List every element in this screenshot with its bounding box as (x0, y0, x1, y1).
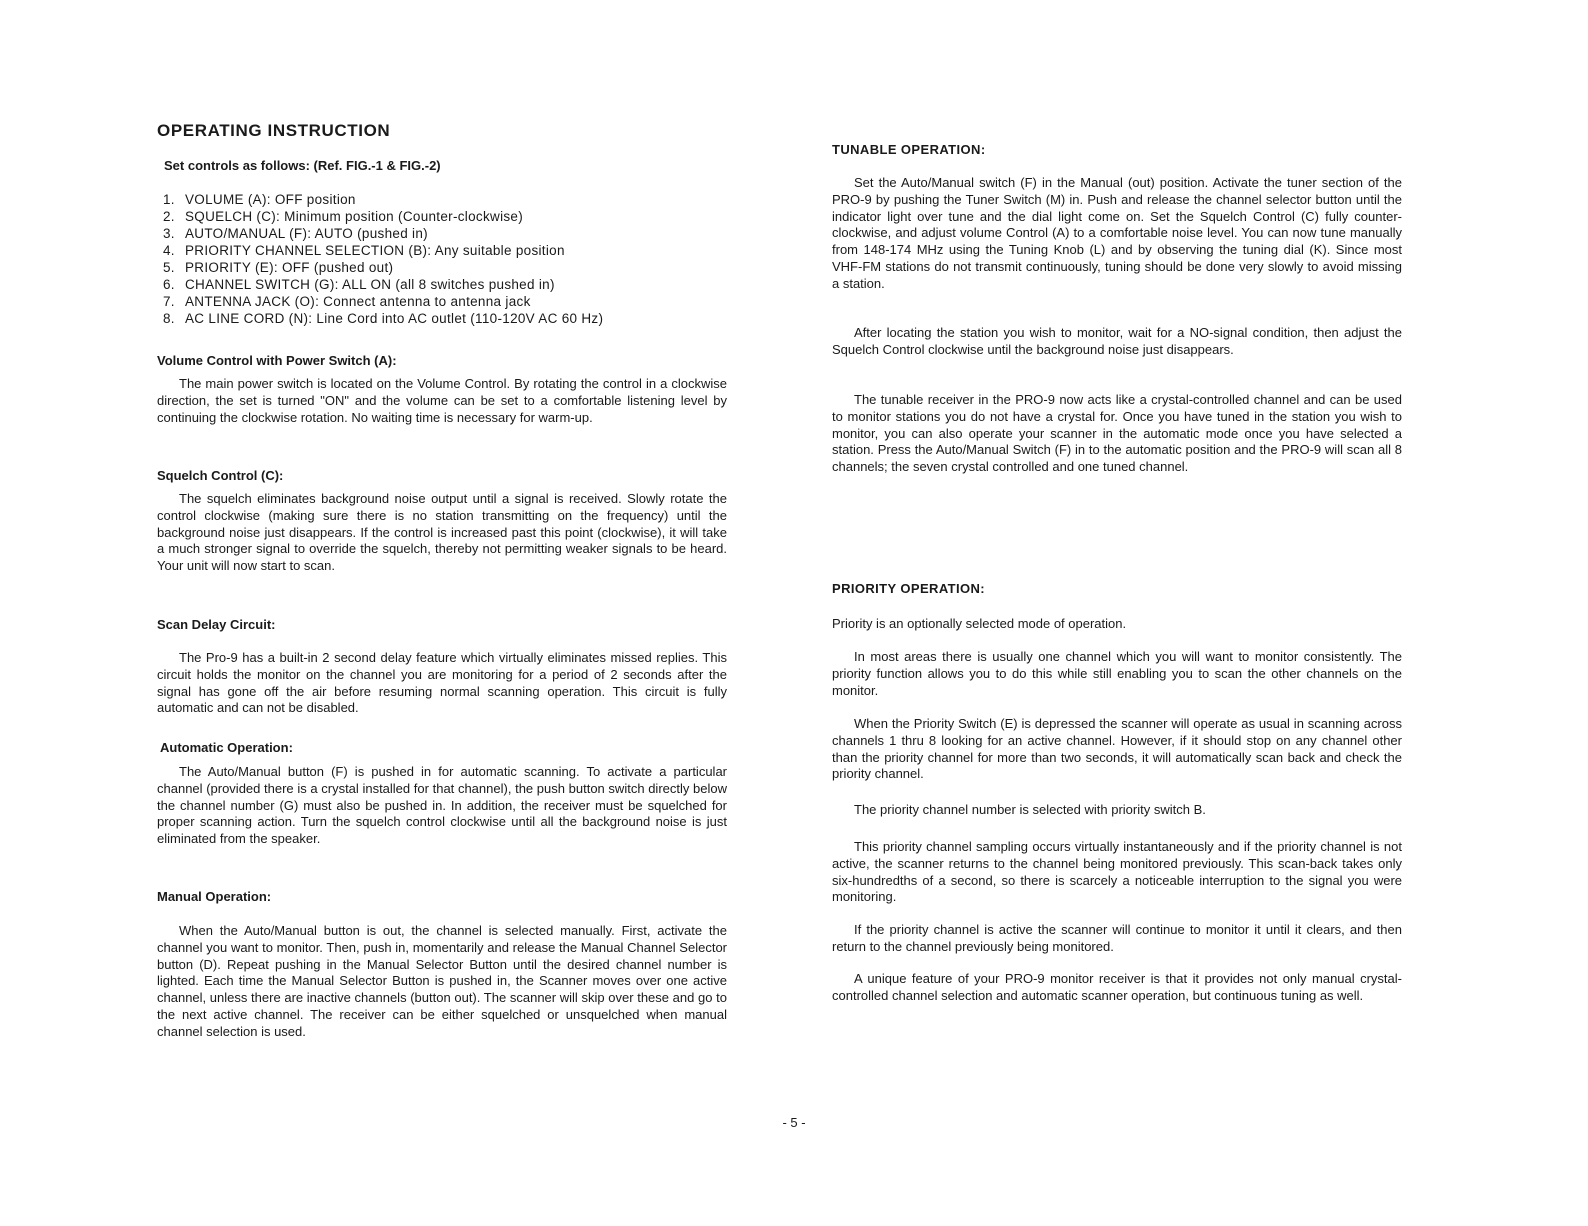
list-item (163, 276, 603, 293)
scan-delay-heading: Scan Delay Circuit: (157, 617, 276, 632)
page-number: - 5 - (782, 1115, 806, 1130)
manual-operation-heading: Manual Operation: (157, 889, 272, 904)
priority-paragraph-6: If the priority channel is active the scanner will continue to monitor it until it clears, and then return to the channel previously being monitored. (832, 922, 1402, 954)
automatic-operation-text: The Auto/Manual button (F) is pushed in for automatic scanning. To activate a particular channel (provided there is a crystal installed for that channel), the push button switch directly below the channel number (G) must also be pushed in. In addition, the receiver must be squelched for proper scanning action. Turn the squelch control clockwise until all the background noise is just eliminated from the speaker. (157, 764, 727, 847)
list-item (163, 191, 603, 208)
automatic-operation-heading: Automatic Operation: (160, 740, 293, 755)
list-item (163, 208, 603, 225)
priority-paragraph-1: Priority is an optionally selected mode of operation. (832, 616, 1127, 631)
list-item-text: PRIORITY (E): OFF (pushed out) (185, 260, 394, 275)
tunable-operation-heading: TUNABLE OPERATION: (832, 142, 986, 157)
list-item (163, 293, 603, 310)
list-item (163, 242, 603, 259)
tunable-paragraph-3: The tunable receiver in the PRO-9 now acts like a crystal-controlled channel and can be used to monitor stations you do not have a crystal for. Once you have tuned in the station you wish to monitor, you can also operate your scanner in the automatic mode once you have selected a station. Press the Auto/Manual Switch (F) in to the automatic position and the PRO-9 will scan all 8 channels; the seven crystal controlled and one tuned channel. (832, 392, 1402, 475)
list-item-text: ANTENNA JACK (O): Connect antenna to antenna jack (185, 294, 531, 309)
tunable-paragraph-1: Set the Auto/Manual switch (F) in the Manual (out) position. Activate the tuner section of the PRO-9 by pushing the Tuner Switch (M) in. Push and release the channel selector button until the indicator light over tune and the dial light come on. Set the Squelch Control (C) fully counter-clockwise, and adjust volume Control (A) to a comfortable noise level. You can now tune manually from 148-174 MHz using the Tuning Knob (L) and by observing the tuning dial (K). Since most VHF-FM stations do not transmit continuously, tuning should be done very slowly to avoid missing a station. (832, 175, 1402, 291)
list-item-text: PRIORITY CHANNEL SELECTION (B): Any suitable position (185, 243, 565, 258)
squelch-control-heading: Squelch Control (C): (157, 468, 284, 483)
volume-control-text: The main power switch is located on the Volume Control. By rotating the control in a clockwise direction, the set is turned "ON" and the volume can be set to a comfortable listening level by continuing the clockwise rotation. No waiting time is necessary for warm-up. (157, 376, 727, 425)
priority-paragraph-2: In most areas there is usually one channel which you will want to monitor consistently. The priority function allows you to do this while still enabling you to scan the other channels on the monitor. (832, 649, 1402, 698)
page-title: OPERATING INSTRUCTION (157, 121, 391, 140)
list-item (163, 259, 603, 276)
list-item (163, 310, 603, 327)
list-item-number: 7. (163, 294, 175, 309)
scan-delay-text: The Pro-9 has a built-in 2 second delay feature which virtually eliminates missed replies. This circuit holds the monitor on the channel you are monitoring for a period of 2 seconds after the signal has gone off the air before resuming normal scanning operation. This circuit is fully automatic and can not be disabled. (157, 650, 727, 716)
controls-reference: Set controls as follows: (Ref. FIG.-1 & FIG.-2) (164, 158, 441, 173)
list-item-number: 5. (163, 260, 175, 275)
priority-paragraph-3: When the Priority Switch (E) is depressed the scanner will operate as usual in scanning across channels 1 thru 8 looking for an active channel. However, if it should stop on any channel other than the priority channel for more than two seconds, it will automatically scan back and check the priority channel. (832, 716, 1402, 782)
priority-operation-heading: PRIORITY OPERATION: (832, 581, 986, 596)
list-item-number: 1. (163, 192, 175, 207)
manual-operation-text: When the Auto/Manual button is out, the channel is selected manually. First, activate the channel you want to monitor. Then, push in, momentarily and release the Manual Channel Selector button (D). Repeat pushing in the Manual Selector Button until the desired channel number is lighted. Each time the Manual Selector Button is pushed in, the Scanner moves over one active channel, unless there are inactive channels (button out). The scanner will skip over these and go to the next active channel. The receiver can be either squelched or unsquelched when manual channel selection is used. (157, 923, 727, 1039)
controls-list (163, 191, 603, 327)
list-item-number: 3. (163, 226, 175, 241)
squelch-control-text: The squelch eliminates background noise output until a signal is received. Slowly rotate the control clockwise (making sure there is no station transmitting on the frequency) until the background noise just disappears. If the control is increased past this point (clockwise), it will take a much stronger signal to override the squelch, thereby not permitting weaker signals to be heard. Your unit will now start to scan. (157, 491, 727, 574)
list-item (163, 225, 603, 242)
list-item-text: VOLUME (A): OFF position (185, 192, 356, 207)
priority-paragraph-5: This priority channel sampling occurs virtually instantaneously and if the priority channel is not active, the scanner returns to the channel being monitored previously. This scan-back takes only six-hundredths of a second, so there is scarcely a noticeable interruption to the signal you were monitoring. (832, 839, 1402, 905)
list-item-number: 4. (163, 243, 175, 258)
priority-paragraph-7: A unique feature of your PRO-9 monitor receiver is that it provides not only manual crystal-controlled channel selection and automatic scanner operation, but continuous tuning as well. (832, 971, 1402, 1003)
list-item-text: AUTO/MANUAL (F): AUTO (pushed in) (185, 226, 428, 241)
priority-paragraph-4: The priority channel number is selected with priority switch B. (854, 802, 1206, 817)
list-item-number: 8. (163, 311, 175, 326)
list-item-text: SQUELCH (C): Minimum position (Counter-clockwise) (185, 209, 524, 224)
list-item-number: 2. (163, 209, 175, 224)
volume-control-heading: Volume Control with Power Switch (A): (157, 353, 397, 368)
tunable-paragraph-2: After locating the station you wish to monitor, wait for a NO-signal condition, then adjust the Squelch Control clockwise until the background noise just disappears. (832, 325, 1402, 357)
list-item-number: 6. (163, 277, 175, 292)
list-item-text: AC LINE CORD (N): Line Cord into AC outlet (110-120V AC 60 Hz) (185, 311, 604, 326)
list-item-text: CHANNEL SWITCH (G): ALL ON (all 8 switches pushed in) (185, 277, 555, 292)
